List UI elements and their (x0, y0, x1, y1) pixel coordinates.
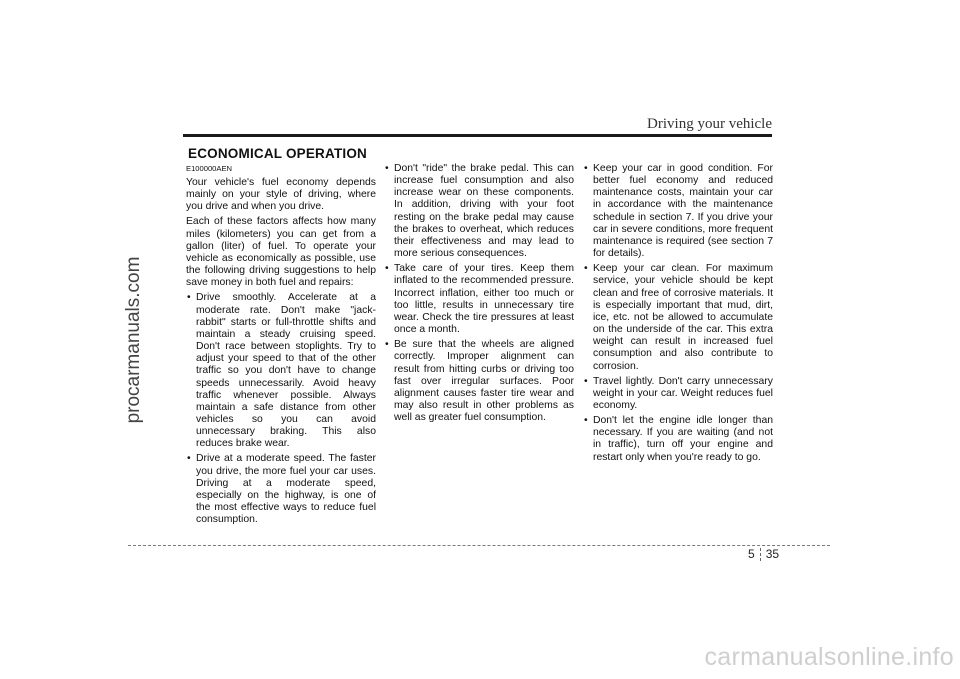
list-item-text: Travel lightly. Don't carry unnecessary weight in your car. Weight reduces fuel economy. (593, 375, 773, 411)
list-item (583, 415, 773, 464)
list-item-text: Keep your car in good condition. For better fuel economy and reduced maintenance costs, maintain your car in accordance with the maintenance schedule in section 7. If you drive your car in severe conditions, more frequent maintenance is required (see section 7 for details). (593, 163, 773, 260)
section-number: 5 (748, 547, 755, 561)
list-item (384, 263, 574, 336)
bullet-icon: • (584, 163, 588, 174)
list-item (583, 263, 773, 372)
list-item-text: Don't let the engine idle longer than necessary. If you are waiting (and not in traffic), turn off your engine and restart only when you're ready to go. (593, 415, 773, 463)
section-heading: ECONOMICAL OPERATION (188, 146, 368, 161)
page-number (748, 547, 779, 561)
page-number-separator (760, 548, 761, 561)
list-item (583, 376, 773, 412)
list-item-text: Keep your car clean. For maximum service, your vehicle should be kept clean and free of corrosive materials. It is especially important that mud, dirt, ice, etc. not be allowed to accumulate on the underside of the car. This extra weight can result in increased fuel consumption and also contribute to corrosion. (593, 263, 773, 372)
bullet-icon: • (584, 263, 588, 275)
list-item-text: Drive at a moderate speed. The faster you drive, the more fuel your car uses. Driving at a moderate speed, especially on the highway, is one of the most effective ways to reduce fuel consumption. (196, 453, 376, 526)
intro-paragraph: Each of these factors affects how many miles (kilometers) you can get from a gallon (liter) of fuel. To operate your vehicle as economically as possible, use the following driving suggestions to help save money in both fuel and repairs: (186, 216, 376, 289)
list-item (583, 163, 773, 260)
bullet-list (186, 292, 376, 526)
section-code: E100000AEN (186, 164, 233, 173)
list-item (384, 339, 574, 424)
list-item-text: Drive smoothly. Accelerate at a moderate rate. Don't make "jack-rabbit" starts or full-throttle shifts and maintain a steady cruising speed. Don't race between stoplights. Try to adjust your speed to that of the other traffic so you don't have to change speeds unnecessarily. Avoid heavy traffic whenever possible. Always maintain a safe distance from other vehicles so you can avoid unnecessary braking. This also reduces brake wear. (196, 292, 376, 450)
bullet-icon: • (385, 163, 389, 174)
list-item (384, 163, 574, 260)
bottom-watermark: carmanualsonline.info (704, 643, 954, 671)
header-title: Driving your vehicle (647, 116, 772, 132)
intro-paragraph: Your vehicle's fuel economy depends mainly on your style of driving, where you drive and when you drive. (186, 177, 376, 213)
bullet-icon: • (187, 453, 191, 465)
bullet-icon: • (584, 375, 588, 387)
bullet-icon: • (385, 339, 389, 351)
header-rule (183, 134, 772, 137)
list-item (186, 292, 376, 450)
page-number-value: 35 (765, 547, 780, 561)
list-item-text: Take care of your tires. Keep them inflated to the recommended pressure. Incorrect inflation, either too much or too little, results in unnecessary tire wear. Check the tire pressures at least once a month. (394, 263, 574, 336)
footer-rule (128, 545, 830, 546)
bullet-list (384, 163, 574, 424)
side-watermark: procarmanuals.com (123, 256, 144, 424)
text-column-1 (186, 163, 376, 529)
bullet-icon: • (584, 415, 588, 427)
bullet-icon: • (187, 292, 191, 304)
text-column-3 (583, 163, 773, 467)
list-item (186, 453, 376, 526)
bullet-icon: • (385, 263, 389, 275)
text-column-2 (384, 163, 574, 427)
list-item-text: Don't "ride" the brake pedal. This can increase fuel consumption and also increase wear on these components. In addition, driving with your foot resting on the brake pedal may cause the brakes to overheat, which reduces their effectiveness and may lead to more serious consequences. (394, 163, 574, 260)
bullet-list (583, 163, 773, 464)
list-item-text: Be sure that the wheels are aligned correctly. Improper alignment can result from hitting curbs or driving too fast over irregular surfaces. Poor alignment causes faster tire wear and may also result in other problems as well as greater fuel consumption. (394, 339, 574, 424)
